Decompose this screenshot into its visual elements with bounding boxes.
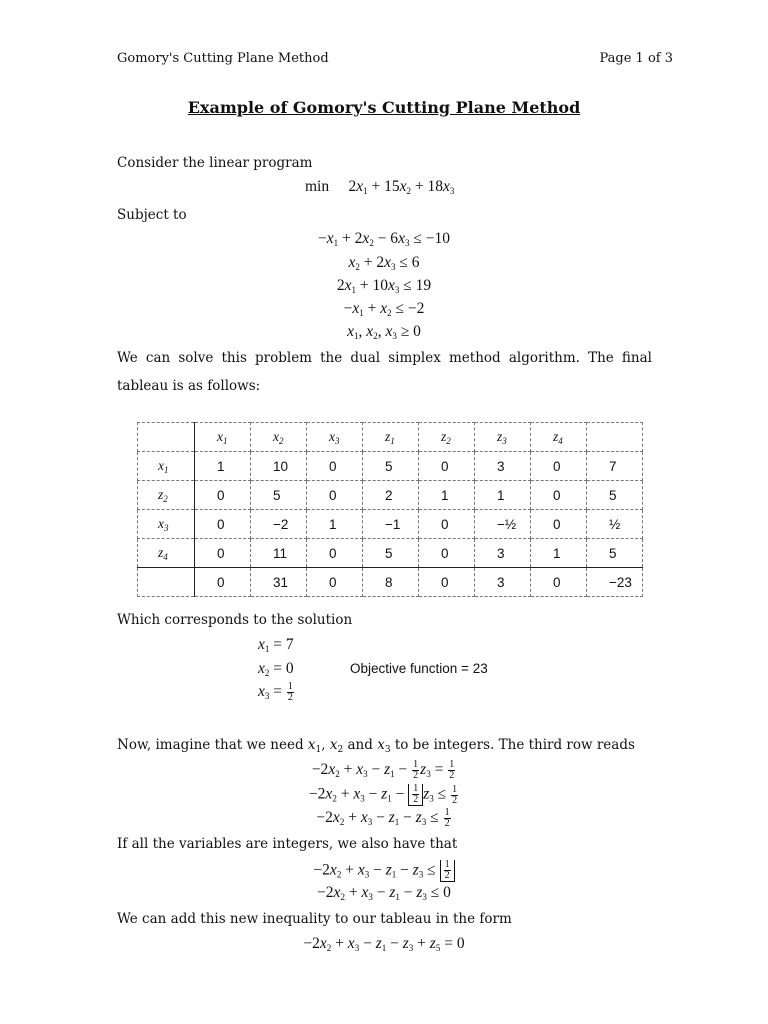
constraint-2: $x_2 + 2x_3 \le 6$ (348, 254, 420, 272)
final-equation: $-2x_2 + x_3 - z_1 - z_3 + z_5 = 0$ (303, 935, 465, 953)
simplex-tableau (137, 422, 643, 597)
solution-x1: $x_1 = 7$ (258, 636, 294, 654)
integers-paragraph: Now, imagine that we need $x_1$, $x_2$ and $x_3$ to be integers. The third row reads (117, 737, 635, 755)
page-number: Page 1 of 3 (599, 51, 673, 66)
tableau-row: $z_2$ 0 5 0 2 1 1 0 5 (138, 481, 643, 510)
tableau-header-row: $x_1$ $x_2$ $x_3$ $z_1$ $z_2$ $z_3$ $z_4$ (138, 423, 643, 452)
constraint-nonneg: $x_1$, $x_2$, $x_3 \ge 0$ (347, 323, 421, 341)
derivation2-eq-1: $-2x_2 + x_3 - z_1 - z_3$ ≤ $\frac{1}{2}$ (0, 860, 768, 882)
derivation2-eq-2: $-2x_2 + x_3 - z_1 - z_3 \le 0$ (317, 884, 451, 902)
solution-x3: $x_3$ = $\frac{1}{2}$ (258, 681, 293, 703)
document-title: Example of Gomory's Cutting Plane Method (187, 98, 581, 117)
add-inequality-text: We can add this new inequality to our tableau in the form (117, 911, 512, 927)
objective-value: Objective function = 23 (350, 661, 488, 676)
constraint-1: $-x_1 + 2x_2 - 6x_3 \le -10$ (318, 230, 450, 248)
dual-simplex-text-line1: We can solve this problem the dual simplex method algorithm. The final (117, 350, 652, 366)
tableau-objective-row: 0 31 0 8 0 3 0 −23 (138, 568, 643, 597)
derivation-eq-1: $-2x_2 + x_3 - z_1$ − $\frac{1}{2}$ $z_3$ = $\frac{1}{2}$ (311, 759, 455, 781)
objective-function: min $2x_1 + 15x_2 + 18x_3$ (305, 178, 455, 196)
tableau-row: $x_1$ 1 10 0 5 0 3 0 7 (138, 452, 643, 481)
solution-x2: $x_2 = 0$ (258, 660, 294, 678)
constraint-3: $2x_1 + 10x_3 \le 19$ (336, 277, 432, 295)
solution-intro: Which corresponds to the solution (117, 612, 353, 628)
derivation-eq-3: $-2x_2 + x_3 - z_1 - z_3$ ≤ $\frac{1}{2}$ (316, 807, 450, 829)
dual-simplex-text-line2: tableau is as follows: (117, 378, 261, 394)
tableau-row: $z_4$ 0 11 0 5 0 3 1 5 (138, 539, 643, 568)
subject-to-label: Subject to (117, 207, 187, 223)
tableau-row: $x_3$ 0 −2 1 −1 0 −½ 0 ½ (138, 510, 643, 539)
constraint-4: $-x_1 + x_2 \le -2$ (343, 300, 425, 318)
all-integers-text: If all the variables are integers, we also have that (117, 836, 458, 852)
intro-text: Consider the linear program (117, 155, 313, 171)
derivation-eq-2: $-2x_2 + x_3 - z_1$ − $\frac{1}{2}$ $z_3$ ≤ $\frac{1}{2}$ (308, 783, 458, 806)
header-title: Gomory's Cutting Plane Method (117, 51, 329, 66)
